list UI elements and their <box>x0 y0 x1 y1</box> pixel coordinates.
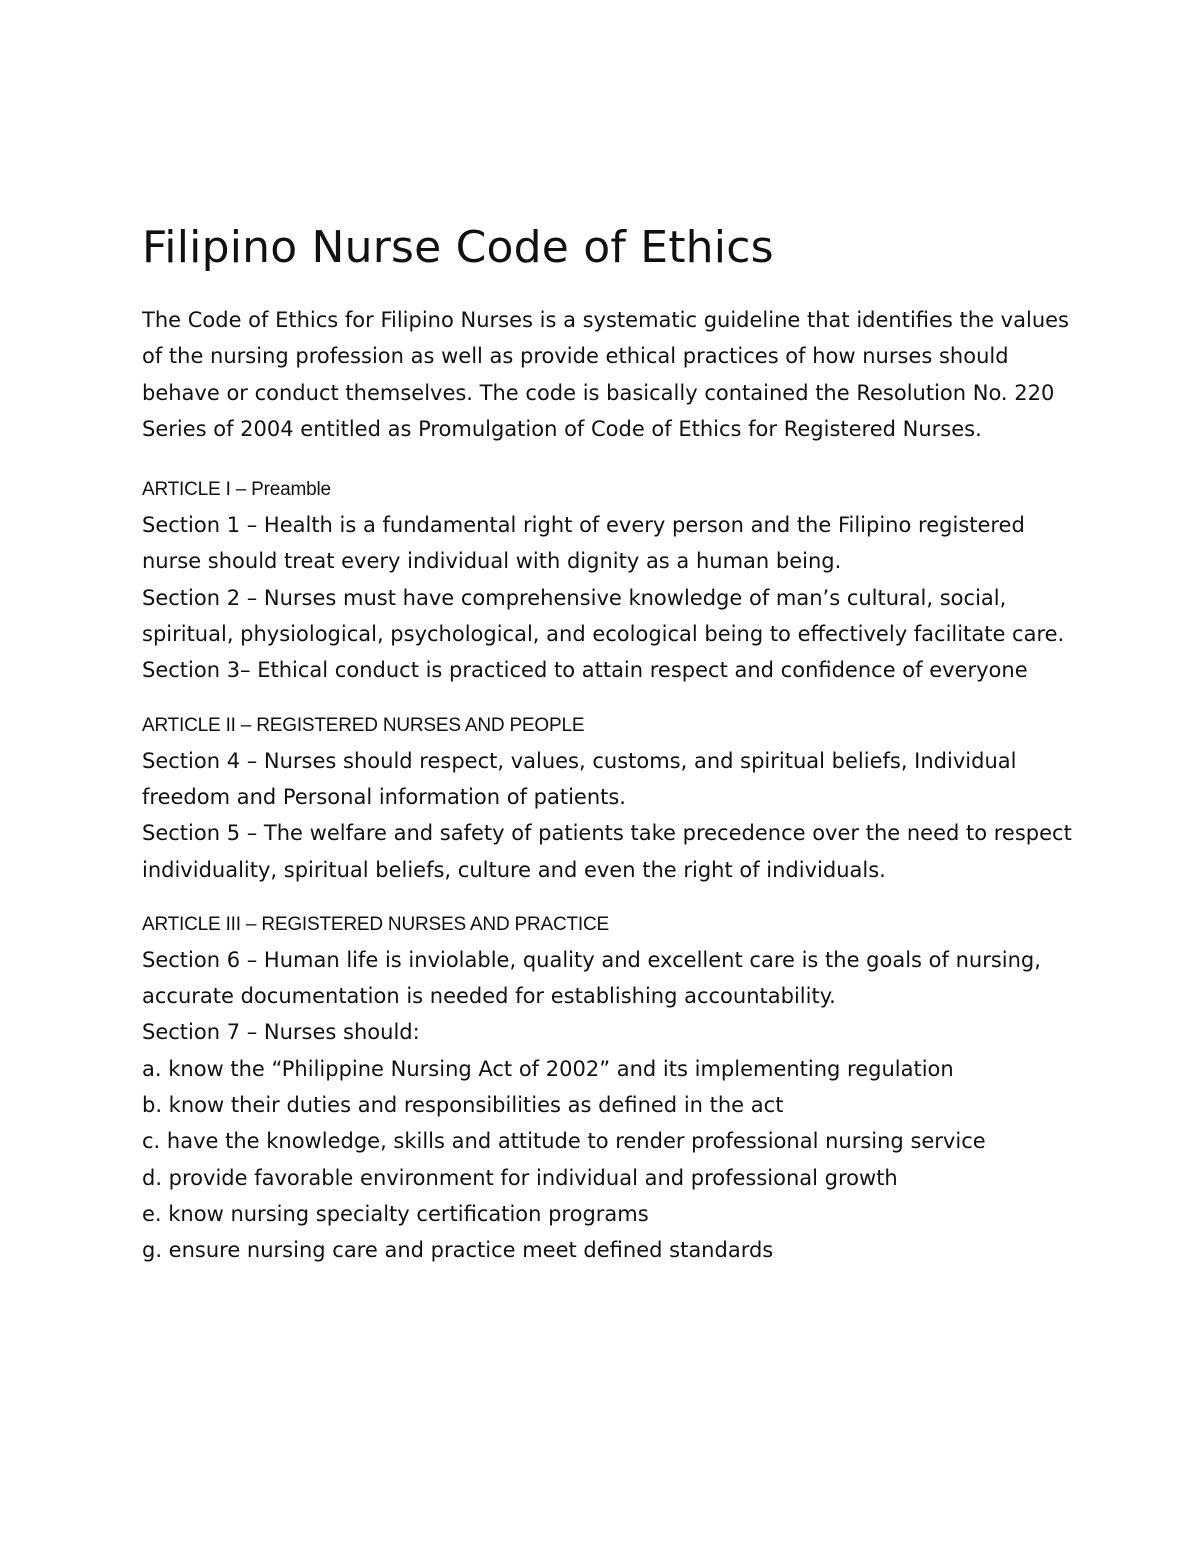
list-item-b: b. know their duties and responsibilities as defined in the act <box>142 1093 784 1118</box>
section-6: Section 6 – Human life is inviolable, quality and excellent care is the goals of nursing, accurate documentation is needed for establishing accountability. <box>142 947 1041 1009</box>
article-1 <box>142 477 1082 688</box>
list-item-a: a. know the “Philippine Nursing Act of 2002” and its implementing regulation <box>142 1056 954 1081</box>
list-item-c: c. have the knowledge, skills and attitude to render professional nursing service <box>142 1129 986 1154</box>
section-3: Section 3– Ethical conduct is practiced to attain respect and confidence of everyone <box>142 658 1028 683</box>
section-2: Section 2 – Nurses must have comprehensive knowledge of man’s cultural, social, spiritual, physiological, psychological, and ecological being to effectively facilitate care. <box>142 585 1065 647</box>
article-heading: ARTICLE II – REGISTERED NURSES AND PEOPLE <box>142 714 585 736</box>
article-3 <box>142 912 1082 1269</box>
article-2 <box>142 713 1082 888</box>
intro-paragraph: The Code of Ethics for Filipino Nurses is a systematic guideline that identifies the values of the nursing profession as well as provide ethical practices of how nurses should behave or conduct themselves. The code is basically contained the Resolution No. 220 Series of 2004 entitled as Promulgation of Code of Ethics for Registered Nurses. <box>142 308 1069 441</box>
section-7: Section 7 – Nurses should: <box>142 1020 420 1045</box>
article-heading: ARTICLE I – Preamble <box>142 479 331 501</box>
section-4: Section 4 – Nurses should respect, values, customs, and spiritual beliefs, Individual freedom and Personal information of patients. <box>142 748 1017 809</box>
document-page <box>142 218 1082 1293</box>
page-title: Filipino Nurse Code of Ethics <box>142 222 774 273</box>
list-item-e: e. know nursing specialty certification programs <box>142 1201 649 1226</box>
section-1: Section 1 – Health is a fundamental right of every person and the Filipino registered nurse should treat every individual with dignity as a human being. <box>142 513 1025 574</box>
article-heading: ARTICLE III – REGISTERED NURSES AND PRACTICE <box>142 913 610 935</box>
section-5: Section 5 – The welfare and safety of patients take precedence over the need to respect individuality, spiritual beliefs, culture and even the right of individuals. <box>142 821 1072 882</box>
list-item-d: d. provide favorable environment for individual and professional growth <box>142 1165 898 1190</box>
list-item-g: g. ensure nursing care and practice meet defined standards <box>142 1238 774 1263</box>
